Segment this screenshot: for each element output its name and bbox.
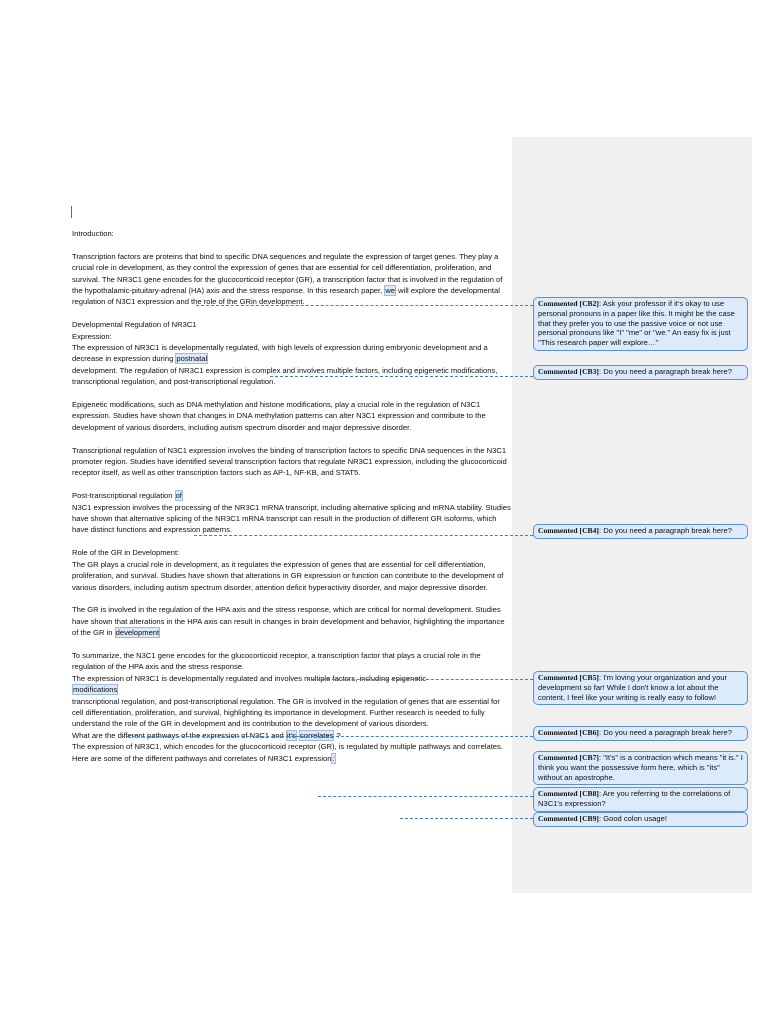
comment-text: Do you need a paragraph break here? bbox=[603, 728, 732, 737]
paragraph-epigenetic: Epigenetic modifications, such as DNA methylation and histone modifications, play a crucial role in the regulation of N3C1 expression. Studies have shown that changes in DNA methylation patterns can alter N3C1 expression and contribute to the development of various disorders, including autism spectrum disorder and major depressive disorder. bbox=[72, 400, 486, 432]
paragraph-summary-3: transcriptional regulation, and post-transcriptional regulation. The GR is involved in the regulation of genes that are essential for cell differentiation, proliferation, and survival, highlighting its importance in development. Further research is needed to fully understand the role of the GR in development and its contribution to the development of various disorders. bbox=[72, 696, 500, 729]
paragraph-expression-1: The expression of NR3C1 is developmentally regulated, with high levels of expression during embryonic development and a decrease in expression during postnatal bbox=[72, 343, 488, 364]
comment-anchor-development[interactable]: development bbox=[115, 628, 160, 638]
comment-connector bbox=[270, 376, 533, 377]
comment-label: Commented [CB2] bbox=[538, 299, 599, 308]
comment-label: Commented [CB4] bbox=[538, 526, 599, 535]
paragraph-transcriptional: Transcriptional regulation of N3C1 expression involves the binding of transcription factors to specific DNA sequences in the N3C1 promoter region. Studies have identified several transcription factors that regulate NR3C1 expression, including the glucocorticoid receptor itself, as well as other transcription factors such as AP-1, NF-KB, and STAT5. bbox=[72, 445, 507, 478]
comment-label: Commented [CB8] bbox=[538, 789, 599, 798]
comment-label: Commented [CB5] bbox=[538, 673, 599, 682]
comment-anchor-postnatal[interactable]: postnatal bbox=[176, 354, 208, 364]
heading-post-transcriptional: Post-transcriptional regulation of bbox=[72, 491, 182, 501]
paragraph-intro: Transcription factors are proteins that bind to specific DNA sequences and regulate the expression of target genes. They play a crucial role in development, as they control the expression of genes that are essential for cell differentiation, proliferation, and survival. The NR3C1 gene encodes for the glucocorticoid receptor (GR), a transcription factor that is involved in the regulation of the hypothalamic-pituitary-adrenal (HA) axis and the stress response. In this research paper, we will explore the developmental regulation of N3C1 expression and the role of the GRin development. bbox=[72, 251, 503, 307]
document-body[interactable] bbox=[72, 228, 512, 764]
text-cursor bbox=[71, 206, 72, 218]
paragraph-hpa: The GR is involved in the regulation of the HPA axis and the stress response, which are critical for normal development. Studies have shown that alterations in the HPA axis can result in changes in brain development and behavior, highlighting the importance of the GR in development bbox=[72, 605, 505, 638]
comment-cb7[interactable]: Commented [CB7]: "It's" is a contraction which means "it is." I think you want the possessive form here, which is "its" without an apostrophe. bbox=[533, 751, 748, 785]
comment-anchor-colon[interactable]: : bbox=[332, 753, 335, 763]
comment-cb3[interactable]: Commented [CB3]: Do you need a paragraph break here? bbox=[533, 365, 748, 380]
comment-text: Do you need a paragraph break here? bbox=[603, 367, 732, 376]
comment-connector bbox=[196, 305, 533, 306]
comment-cb2[interactable]: Commented [CB2]: Ask your professor if it's okay to use personal pronouns in a paper like this. It might be the case that they prefer you to use the passive voice or not use personal pronouns like "I" "me" or "we." An easy fix is just "This research paper will explore…" bbox=[533, 297, 748, 351]
comment-cb8[interactable]: Commented [CB8]: Are you referring to the correlations of N3C1's expression? bbox=[533, 787, 748, 812]
comment-label: Commented [CB6] bbox=[538, 728, 599, 737]
comment-cb4[interactable]: Commented [CB4]: Do you need a paragraph break here? bbox=[533, 524, 748, 539]
paragraph-question: What are the different pathways of the expression of N3C1 and it's correlates ? bbox=[72, 730, 341, 740]
comment-cb5[interactable]: Commented [CB5]: I'm loving your organization and your development so far! While I don't know a lot about the content, I feel like your writing is really easy to follow! bbox=[533, 671, 748, 705]
comment-connector bbox=[318, 796, 533, 797]
comment-text: I'm loving your organization and your development so far! While I don't know a lot about the content, I feel like your writing is really easy to follow! bbox=[538, 673, 728, 702]
comment-text: Do you need a paragraph break here? bbox=[603, 526, 732, 535]
paragraph-summary-2: The expression of NR3C1 is developmentally regulated and involves multiple factors, including epigenetic bbox=[72, 673, 427, 683]
comment-text: Ask your professor if it's okay to use personal pronouns in a paper like this. It might be the case that they prefer you to use the passive voice or not use personal pronouns like "I" "me" or "we." An easy fix is just "This research paper will explore…" bbox=[538, 299, 735, 348]
comment-label: Commented [CB7] bbox=[538, 753, 599, 762]
heading-expression: Expression: bbox=[72, 331, 112, 341]
heading-introduction: Introduction: bbox=[72, 229, 114, 238]
paragraph-summary-modifications bbox=[72, 684, 512, 695]
comment-text: "It's" is a contraction which means "it is." I think you want the possessive form here, which is "its" without an apostrophe. bbox=[538, 753, 743, 782]
comment-anchor-correlates[interactable]: correlates bbox=[300, 730, 334, 740]
comment-cb6[interactable]: Commented [CB6]: Do you need a paragraph break here? bbox=[533, 726, 748, 741]
heading-role-of-gr: Role of the GR in Development: bbox=[72, 548, 180, 558]
comment-anchor-of[interactable]: of bbox=[175, 491, 182, 501]
comment-anchor-its[interactable]: it's bbox=[286, 730, 296, 740]
paragraph-expression-2: development. The regulation of NR3C1 expression is complex and involves multiple factors, including epigenetic modifications, transcriptional regulation, and post-transcriptional regulation. bbox=[72, 365, 498, 387]
comment-connector bbox=[122, 736, 533, 737]
heading-developmental-regulation: Developmental Regulation of NR3C1 bbox=[72, 320, 197, 330]
comment-connector bbox=[307, 679, 533, 680]
comment-text: Good colon usage! bbox=[603, 814, 667, 823]
comment-label: Commented [CB3] bbox=[538, 367, 599, 376]
comment-connector bbox=[400, 818, 533, 819]
comment-label: Commented [CB9] bbox=[538, 814, 599, 823]
comment-anchor-modifications[interactable]: modifications bbox=[73, 685, 118, 695]
comment-anchor-we[interactable]: we bbox=[385, 286, 396, 296]
comment-connector bbox=[194, 535, 533, 536]
paragraph-final: The expression of NR3C1, which encodes for the glucocorticoid receptor (GR), is regulated by multiple pathways and correlates. Here are some of the different pathways and correlates of NR3C1 expression: bbox=[72, 742, 503, 763]
paragraph-summary-1: To summarize, the N3C1 gene encodes for the glucocorticoid receptor, a transcription factor that plays a crucial role in the regulation of the HPA axis and the stress response. bbox=[72, 650, 481, 672]
paragraph-post-transcriptional: N3C1 expression involves the processing of the NR3C1 mRNA transcript, including alternative splicing and mRNA stability. Studies have shown that alternative splicing of the NR3C1 mRNA transcript can result in the production of different GR isoforms, which have distinct functions and expression patterns. bbox=[72, 502, 511, 535]
comment-cb9[interactable]: Commented [CB9]: Good colon usage! bbox=[533, 812, 748, 827]
paragraph-role-of-gr: The GR plays a crucial role in development, as it regulates the expression of genes that are essential for cell differentiation, proliferation, and survival. Studies have shown that alterations in GR expression or function can contribute to the development of various disorders, including autism spectrum disorder, attention deficit hyperactivity disorder, and major depressive disorder. bbox=[72, 559, 504, 592]
comment-text: Are you referring to the correlations of N3C1's expression? bbox=[538, 789, 731, 808]
